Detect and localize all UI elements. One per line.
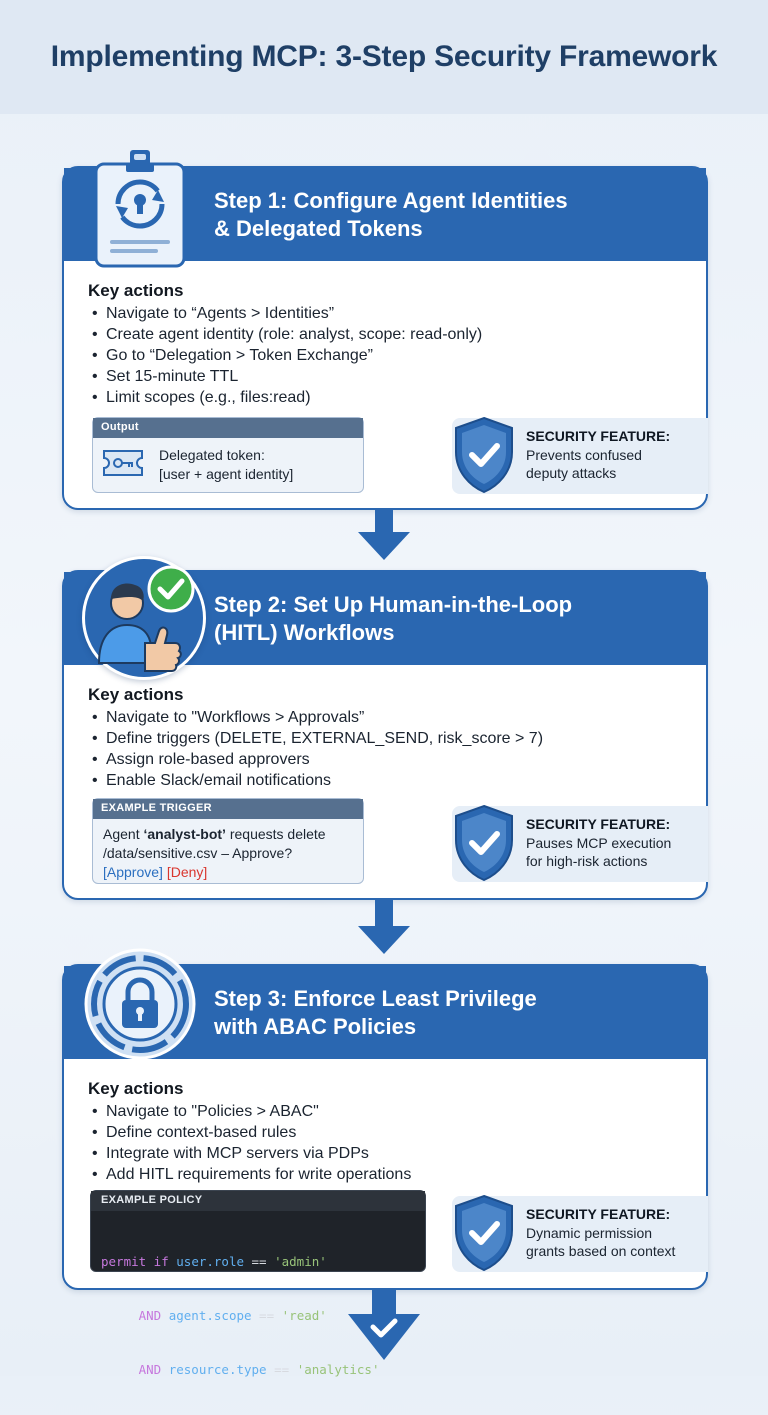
padlock-shield-icon — [84, 948, 196, 1060]
page-title: Implementing MCP: 3-Step Security Framework — [50, 40, 718, 73]
code-value: 'read' — [281, 1308, 327, 1323]
trigger-choices — [103, 863, 326, 882]
output-line1: Delegated token: — [159, 447, 265, 463]
down-arrow-icon — [356, 900, 412, 961]
output-line2: [user + agent identity] — [159, 466, 294, 482]
security-feature-title: SECURITY FEATURE: — [526, 1206, 671, 1222]
id-badge-refresh-icon — [94, 148, 186, 268]
step-1-output-box — [92, 417, 364, 493]
step-2-key-actions-label: Key actions — [88, 685, 184, 704]
action-item: • Define triggers (DELETE, EXTERNAL_SEND, risk_score > 7) — [88, 728, 706, 749]
step-1-title — [214, 187, 568, 243]
down-arrow-icon — [356, 510, 412, 567]
step-2-title-line1: Step 2: Set Up Human-in-the-Loop — [214, 591, 573, 617]
code-value: 'analytics' — [296, 1362, 380, 1377]
step-1-output-label: Output — [93, 418, 363, 438]
code-line — [101, 1361, 379, 1379]
security-feature-title: SECURITY FEATURE: — [526, 816, 671, 832]
action-item: • Set 15-minute TTL — [88, 366, 706, 387]
step-2-actions — [88, 707, 706, 791]
code-operator: == — [244, 1254, 275, 1269]
action-item: • Limit scopes (e.g., files:read) — [88, 387, 706, 408]
trigger-suffix: requests delete — [225, 826, 326, 842]
shield-check-icon — [452, 804, 516, 887]
action-item: • Enable Slack/email notifications — [88, 770, 706, 791]
approve-link[interactable]: [Approve] — [103, 864, 163, 880]
feature-line1: Pauses MCP execution — [526, 835, 672, 851]
step-3-title-line1: Step 3: Enforce Least Privilege — [214, 985, 537, 1011]
code-operator: == — [266, 1362, 297, 1377]
step-3-title-line2: with ABAC Policies — [214, 1013, 417, 1039]
feature-line1: Dynamic permission — [526, 1225, 653, 1241]
step-2-security-feature — [452, 806, 708, 882]
step-1-output-text — [159, 446, 293, 484]
action-item: • Integrate with MCP servers via PDPs — [88, 1143, 706, 1164]
step-3-actions — [88, 1101, 706, 1185]
shield-check-icon — [452, 1194, 516, 1277]
step-3-policy-label: EXAMPLE POLICY — [91, 1191, 425, 1211]
code-value: 'admin' — [274, 1254, 327, 1269]
action-item: • Navigate to "Policies > ABAC" — [88, 1101, 706, 1122]
security-feature-title: SECURITY FEATURE: — [526, 428, 671, 444]
action-item: • Create agent identity (role: analyst, scope: read-only) — [88, 324, 706, 345]
step-3-security-feature — [452, 1196, 708, 1272]
step-1-title-line2: & Delegated Tokens — [214, 215, 423, 241]
feature-line2: grants based on context — [526, 1243, 676, 1259]
step-2-title — [214, 591, 572, 647]
step-1-actions — [88, 303, 706, 408]
step-2-title-line2: (HITL) Workflows — [214, 619, 395, 645]
action-item: • Navigate to "Workflows > Approvals” — [88, 707, 706, 728]
policy-code — [101, 1217, 379, 1415]
trigger-line2: /data/sensitive.csv – Approve? — [103, 845, 293, 861]
action-item: • Go to “Delegation > Token Exchange” — [88, 345, 706, 366]
step-3-body — [64, 1059, 706, 1185]
action-item: • Define context-based rules — [88, 1122, 706, 1143]
step-3-key-actions-label: Key actions — [88, 1079, 184, 1098]
step-3-example-policy — [90, 1190, 426, 1377]
step-2-body — [64, 665, 706, 791]
action-item: • Assign role-based approvers — [88, 749, 706, 770]
step-1-key-actions-label: Key actions — [88, 281, 184, 300]
code-attribute: resource.type — [168, 1362, 267, 1377]
step-2-trigger-label: EXAMPLE TRIGGER — [93, 799, 363, 819]
security-feature-desc — [526, 834, 671, 870]
down-arrow-check-icon — [346, 1290, 422, 1369]
step-1-security-feature — [452, 418, 708, 494]
feature-line1: Prevents confused — [526, 447, 642, 463]
code-operator: == — [251, 1308, 282, 1323]
trigger-prefix: Agent — [103, 826, 144, 842]
step-1-title-line1: Step 1: Configure Agent Identities — [214, 187, 568, 213]
feature-line2: deputy attacks — [526, 465, 617, 481]
trigger-line1 — [103, 825, 326, 844]
page-header — [0, 0, 768, 114]
code-line — [101, 1253, 379, 1271]
token-ticket-icon — [101, 448, 145, 483]
code-line — [101, 1307, 379, 1325]
security-feature-desc — [526, 446, 642, 482]
step-2-example-trigger — [92, 798, 364, 884]
feature-line2: for high-risk actions — [526, 853, 648, 869]
person-thumbs-up-check-icon — [82, 556, 206, 680]
code-attribute: agent.scope — [168, 1308, 252, 1323]
code-attribute: user.role — [176, 1254, 244, 1269]
security-feature-desc — [526, 1224, 675, 1260]
trigger-text — [103, 825, 326, 882]
deny-link[interactable]: [Deny] — [166, 864, 208, 880]
action-item: • Add HITL requirements for write operations — [88, 1164, 706, 1185]
step-1-body — [64, 261, 706, 408]
step-3-title — [214, 985, 537, 1041]
code-keyword: permit if — [101, 1254, 177, 1269]
trigger-agent-name: ‘analyst-bot’ — [143, 826, 226, 842]
shield-check-icon — [452, 416, 516, 499]
action-item: • Navigate to “Agents > Identities” — [88, 303, 706, 324]
code-keyword: AND — [101, 1308, 169, 1323]
code-keyword: AND — [101, 1362, 169, 1377]
